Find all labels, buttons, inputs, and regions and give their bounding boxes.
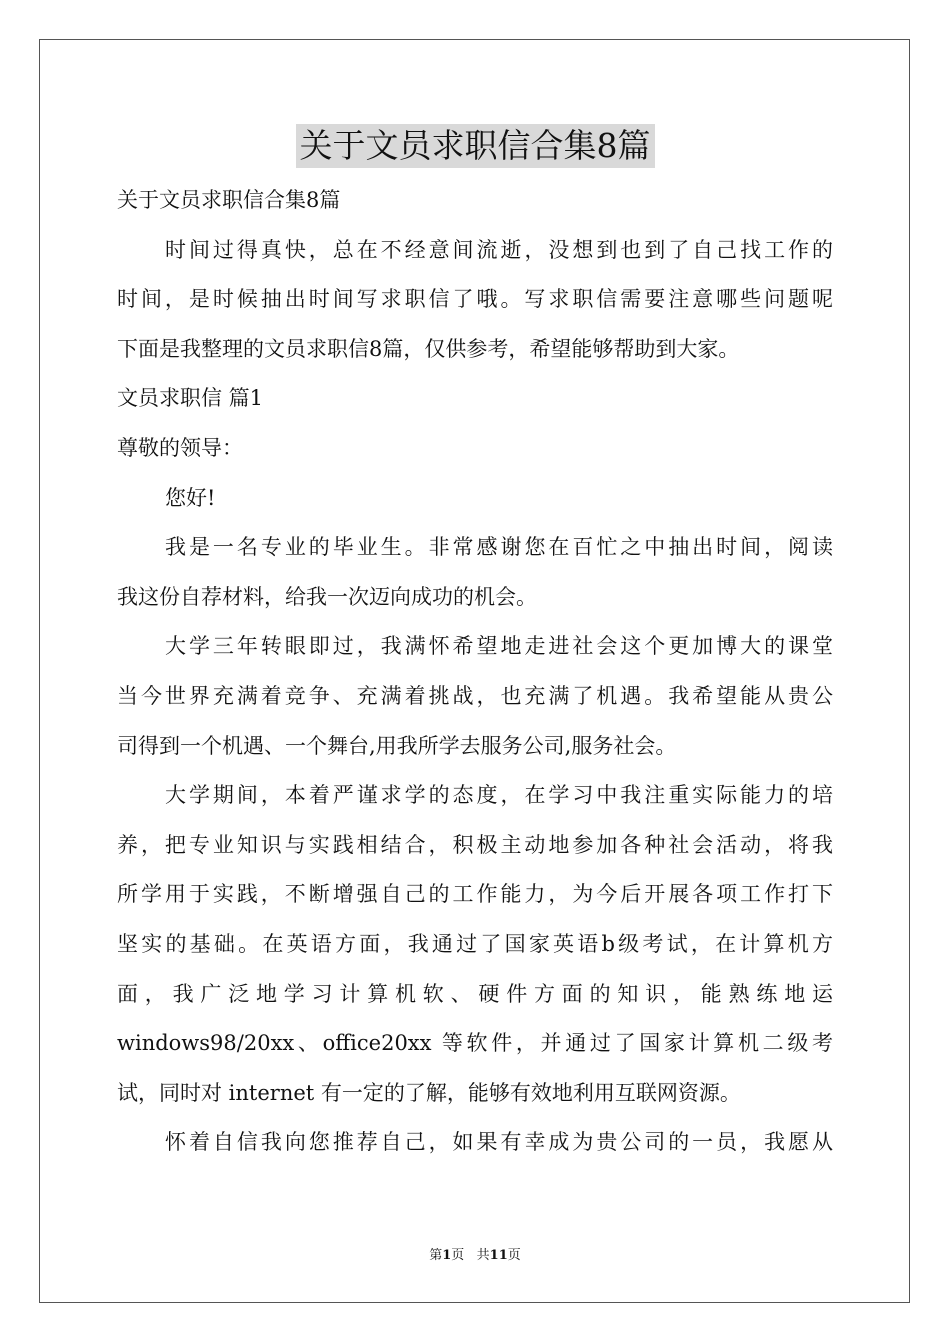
text-line: 当今世界充满着竞争、充满着挑战，也充满了机遇。我希望能从贵公: [117, 683, 833, 708]
text-line: 文员求职信 篇1: [117, 386, 264, 411]
text-line: 下面是我整理的文员求职信8篇，仅供参考，希望能够帮助到大家。: [117, 336, 740, 361]
text-line: 我这份自荐材料，给我一次迈向成功的机会。: [117, 584, 537, 609]
text-line: 面 ， 我 广 泛 地 学 习 计 算 机 软 、 硬 件 方 面 的 知 识 ， 能 熟 练 地 运: [117, 981, 833, 1006]
text-line: 司得到一个机遇、一个舞台,用我所学去服务公司,服务社会。: [117, 733, 677, 758]
page-footer: [0, 1246, 950, 1266]
text-line: 时间，是时候抽出时间写求职信了哦。写求职信需要注意哪些问题呢: [117, 287, 833, 312]
text-line: 大学期间，本着严谨求学的态度，在学习中我注重实际能力的培: [165, 783, 833, 808]
document-body: [117, 176, 833, 1168]
text-line: 怀着自信我向您推荐自己，如果有幸成为贵公司的一员，我愿从: [165, 1130, 833, 1155]
text-line: 大学三年转眼即过，我满怀希望地走进社会这个更加博大的课堂: [165, 634, 833, 659]
text-line: 关于文员求职信合集8篇: [117, 188, 341, 212]
text-line: 试，同时对 internet 有一定的了解，能够有效地利用互联网资源。: [117, 1080, 741, 1105]
footer-suffix: 页: [507, 1248, 521, 1263]
text-line: 坚实的基础。在英语方面，我通过了国家英语b级考试，在计算机方: [117, 931, 833, 956]
document-title: 关于文员求职信合集8篇: [296, 124, 655, 168]
footer-mid: 页 共: [451, 1248, 490, 1263]
text-line: windows98/20xx、office20xx 等软件，并通过了国家计算机二级考: [117, 1031, 833, 1056]
title-area: [0, 124, 950, 168]
footer-total-pages: 11: [489, 1248, 508, 1263]
text-line: 我是一名专业的毕业生。非常感谢您在百忙之中抽出时间，阅读: [165, 535, 833, 560]
text-line: 您好!: [165, 485, 216, 510]
footer-page-number: 1: [442, 1248, 452, 1263]
text-line: 所学用于实践，不断增强自己的工作能力，为今后开展各项工作打下: [117, 882, 833, 907]
text-line: 养，把专业知识与实践相结合，积极主动地参加各种社会活动，将我: [117, 832, 833, 857]
footer-prefix: 第: [429, 1248, 443, 1263]
text-line: 尊敬的领导：: [117, 435, 243, 460]
text-line: 时间过得真快，总在不经意间流逝，没想到也到了自己找工作的: [165, 237, 833, 262]
